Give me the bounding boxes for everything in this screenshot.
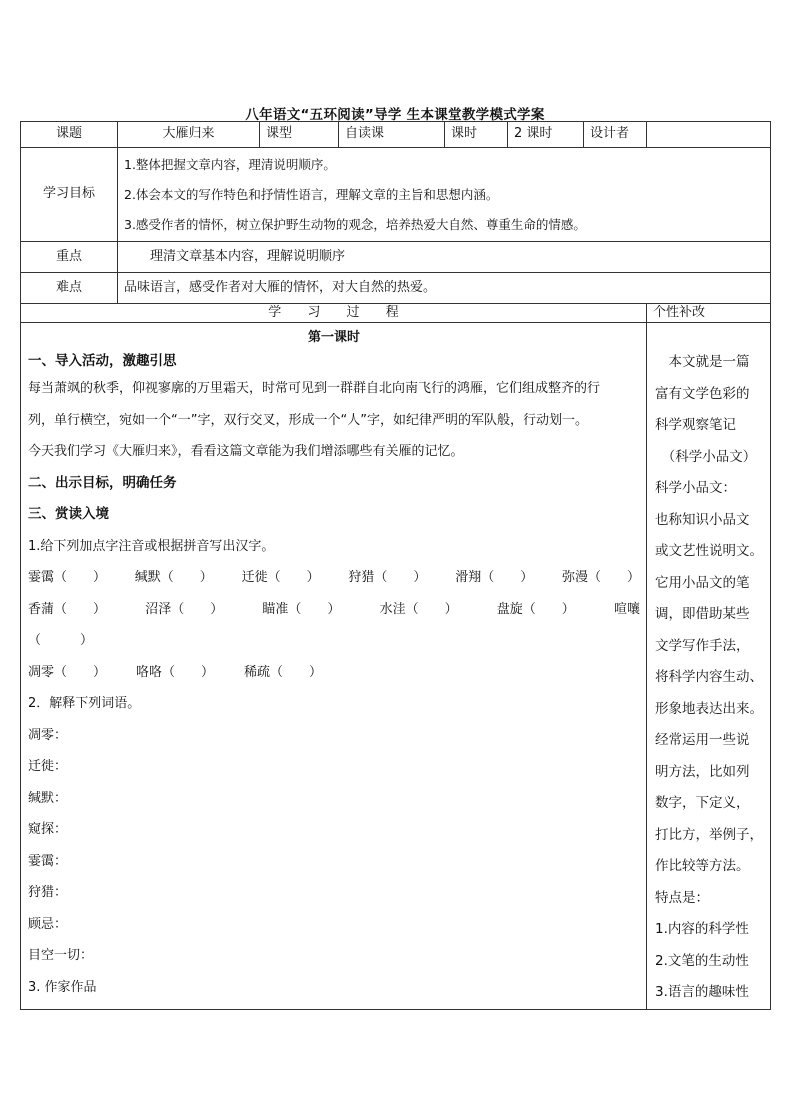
sidebar-note-line: 富有文学色彩的 — [655, 385, 750, 402]
pinyin-item: 霎霭（ ） — [28, 570, 107, 585]
difficulty-label: 难点 — [21, 273, 118, 304]
term-item: 霎霭： — [28, 853, 68, 869]
term-item: 狩猎： — [28, 885, 68, 900]
term-item: 窥探： — [28, 822, 68, 837]
term-item: 凋零： — [28, 727, 68, 743]
header-row — [21, 122, 771, 148]
sidebar-note-line: 数字，下定义， — [655, 795, 750, 811]
process-label: 学 习 过 程 — [268, 304, 399, 320]
pinyin-item: 凋零（ ） — [28, 664, 107, 680]
question-1: 1.给下列加点字注音或根据拼音写出汉字。 — [28, 538, 275, 554]
objective-item: 2.体会本文的写作特色和抒情性语言，理解文章的主旨和思想内涵。 — [124, 186, 499, 202]
sidebar-note-line: 2.文笔的生动性 — [655, 952, 749, 969]
pinyin-item: 水洼（ ） — [379, 601, 458, 617]
designer-label: 设计者 — [584, 122, 647, 148]
sidebar-note-line: 科学观察笔记 — [655, 417, 736, 433]
sidebar-note-line: 科学小品文： — [655, 480, 736, 496]
pinyin-item: 喧嚷 — [613, 601, 640, 617]
sidebar-note-line: 特点是： — [655, 889, 709, 906]
sidebar-note-line: 将科学内容生动、 — [655, 669, 763, 685]
question-3: 3. 作家作品 — [28, 979, 97, 995]
section-heading: 二、出示目标，明确任务 — [28, 474, 177, 491]
lesson-plan-table — [20, 121, 771, 1010]
sidebar-note-line: 作比较等方法。 — [655, 858, 750, 874]
course-value: 大雁归来 — [118, 122, 260, 148]
pinyin-item: 咯咯（ ） — [136, 664, 215, 680]
sidebar-note-line: 它用小品文的笔 — [655, 574, 750, 591]
sidebar-note-line: 形象地表达出来。 — [655, 700, 763, 717]
term-item: 目空一切： — [28, 948, 94, 963]
pinyin-item: 稀疏（ ） — [244, 664, 323, 680]
pinyin-row — [28, 594, 640, 626]
section-heading: 一、导入活动，激趣引思 — [28, 353, 177, 369]
process-header-row — [21, 304, 771, 323]
key-point-row — [21, 242, 771, 273]
hours-label: 课时 — [445, 122, 508, 148]
process-body-row — [21, 323, 771, 1010]
sidebar-note-line: 3.语言的趣味性 — [655, 984, 749, 1000]
pinyin-item: 盘旋（ ） — [496, 601, 575, 617]
designer-value — [647, 122, 771, 148]
key-point-label: 重点 — [21, 242, 118, 273]
term-item: 迁徙： — [28, 759, 68, 774]
sidebar-note-line: 1.内容的科学性 — [655, 921, 749, 937]
pinyin-row — [28, 657, 640, 689]
objectives-label: 学习目标 — [21, 148, 118, 242]
pinyin-item: 狩猎（ ） — [348, 570, 427, 585]
sidebar-note-line: 也称知识小品文 — [655, 511, 750, 528]
pinyin-item: 滑翔（ ） — [455, 570, 534, 585]
sidebar-note-line: 调，即借助某些 — [655, 606, 750, 622]
term-item: 顾忌： — [28, 916, 68, 932]
intro-line: 每当萧飒的秋季，仰视寥廓的万里霜天，时常可见到一群群自北向南飞行的鸿雁，它们组成整齐的行 — [28, 381, 601, 396]
section-heading: 三、赏读入境 — [28, 506, 109, 522]
sidebar-note-line: （科学小品文） — [655, 448, 757, 465]
objectives-row — [21, 148, 771, 242]
sidebar-note-line: 经常运用一些说 — [655, 732, 750, 748]
intro-line: 列，单行横空，宛如一个“一”字，双行交叉，形成一个“人”字，如纪律严明的军队般，行动划一。 — [28, 412, 588, 428]
pinyin-item: 弥漫（ ） — [561, 570, 640, 585]
course-label: 课题 — [21, 122, 118, 148]
sidebar-note-line: 或文艺性说明文。 — [655, 543, 763, 559]
pinyin-row — [28, 562, 640, 594]
hours-value: 2 课时 — [508, 122, 584, 148]
type-value: 自读课 — [339, 122, 445, 148]
page-title: 八年语文“五环阅读”导学 生本课堂教学模式学案 — [245, 107, 545, 123]
term-item: 缄默： — [28, 790, 68, 806]
pinyin-item: 香蒲（ ） — [28, 601, 107, 617]
type-label: 课型 — [260, 122, 339, 148]
pinyin-item: 缄默（ ） — [134, 570, 213, 585]
objective-item: 1.整体把握文章内容，理清说明顺序。 — [124, 156, 336, 172]
sidebar-note-line: 打比方，举例子， — [655, 826, 763, 843]
lesson-content — [21, 323, 647, 1010]
question-2: 2．解释下列词语。 — [28, 696, 141, 711]
difficulty-value: 品味语言，感受作者对大雁的情怀，对大自然的热爱。 — [118, 273, 771, 304]
objective-item: 3.感受作者的情怀，树立保护野生动物的观念，培养热爱大自然、尊重生命的情感。 — [124, 216, 586, 232]
sidebar-notes — [647, 323, 771, 1010]
sidebar-note-line: 明方法，比如列 — [655, 763, 750, 780]
pinyin-item: 迁徙（ ） — [241, 570, 320, 585]
key-point-value: 理清文章基本内容，理解说明顺序 — [118, 242, 771, 273]
intro-line: 今天我们学习《大雁归来》，看看这篇文章能为我们增添哪些有关雁的记忆。 — [28, 444, 464, 459]
side-column-label: 个性补改 — [647, 304, 771, 323]
difficulty-row — [21, 273, 771, 304]
pinyin-item: 沼泽（ ） — [145, 601, 224, 617]
sidebar-note-line: 文学写作手法， — [655, 637, 750, 654]
pinyin-item: 瞄准（ ） — [262, 601, 341, 617]
sidebar-note-line: 本文就是一篇 — [655, 354, 750, 370]
lesson-title: 第一课时 — [307, 330, 360, 345]
pinyin-row-tail: （ ） — [28, 633, 94, 648]
